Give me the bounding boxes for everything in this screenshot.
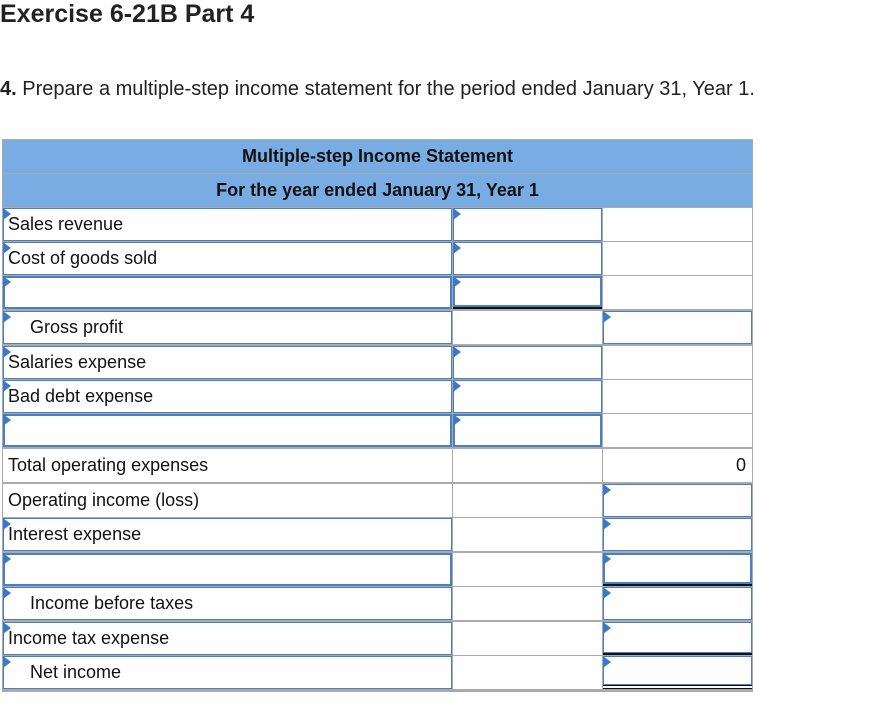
dropdown-arrow-icon [3,276,11,288]
table-row [2,311,753,345]
table-row [2,622,753,656]
dropdown-arrow-icon [603,311,611,323]
dropdown-arrow-icon [3,656,11,668]
row-label-cost-of-goods-sold[interactable]: Cost of goods sold [3,242,452,275]
dropdown-arrow-icon [453,346,461,358]
dropdown-arrow-icon [3,242,11,254]
amount-input-bad-debt-expense[interactable] [453,380,602,413]
dropdown-arrow-icon [453,208,461,220]
row-label-operating-income: Operating income (loss) [3,484,452,517]
row-label-interest-expense[interactable]: Interest expense [3,518,452,551]
row-label-sales-revenue[interactable]: Sales revenue [3,208,452,241]
dropdown-arrow-icon [603,587,611,599]
total-cell-sales-revenue [603,208,752,241]
row-label-salaries-expense[interactable]: Salaries expense [3,346,452,379]
table-row [2,276,753,310]
row-label-net-income[interactable]: Net income [3,656,452,689]
table-row [2,208,753,242]
dropdown-arrow-icon [3,311,11,323]
table-row [2,518,753,552]
total-input-income-tax-expense[interactable] [603,622,752,655]
statement-subtitle: For the year ended January 31, Year 1 [3,174,752,207]
amount-input-sales-revenue[interactable] [453,208,602,241]
amount-input-cost-of-goods-sold[interactable] [453,242,602,275]
total-input-blank-3[interactable] [603,553,752,586]
dropdown-arrow-icon [453,414,461,426]
amount-cell-total-operating-expenses [453,449,602,482]
table-row [2,587,753,621]
table-row [2,414,753,448]
dropdown-arrow-icon [3,346,11,358]
row-label-total-operating-expenses: Total operating expenses [3,449,452,482]
dropdown-arrow-icon [603,484,611,496]
row-label-gross-profit[interactable]: Gross profit [3,311,452,344]
instruction-text: Prepare a multiple-step income statement for the period ended January 31, Year 1. [22,78,755,100]
row-label-income-before-taxes[interactable]: Income before taxes [3,587,452,620]
dropdown-arrow-icon [3,553,11,565]
total-input-income-before-taxes[interactable] [603,587,752,620]
income-statement-table [2,139,753,692]
table-row [2,346,753,380]
table-row [2,553,753,587]
amount-input-blank-2[interactable] [453,414,602,447]
amount-input-blank-1[interactable] [453,276,602,309]
total-input-operating-income[interactable] [603,484,752,517]
total-value-total-operating-expenses: 0 [603,449,752,482]
total-input-net-income[interactable] [603,656,752,689]
amount-cell-income-tax-expense [453,622,602,655]
row-label-blank-3[interactable] [3,553,452,586]
total-cell-blank-2 [603,414,752,447]
total-input-gross-profit[interactable] [603,311,752,344]
dropdown-arrow-icon [3,622,11,634]
dropdown-arrow-icon [453,276,461,288]
instruction-number: 4. [0,78,17,100]
table-row [2,484,753,518]
dropdown-arrow-icon [3,208,11,220]
dropdown-arrow-icon [603,622,611,634]
row-label-bad-debt-expense[interactable]: Bad debt expense [3,380,452,413]
table-row [2,656,753,690]
amount-cell-operating-income [453,484,602,517]
total-cell-cost-of-goods-sold [603,242,752,275]
dropdown-arrow-icon [3,587,11,599]
dropdown-arrow-icon [3,518,11,530]
exercise-title: Exercise 6-21B Part 4 [0,0,255,28]
table-row [2,380,753,414]
amount-cell-gross-profit [453,311,602,344]
row-label-blank-1[interactable] [3,276,452,309]
total-cell-bad-debt-expense [603,380,752,413]
row-label-income-tax-expense[interactable]: Income tax expense [3,622,452,655]
amount-cell-net-income [453,656,602,689]
dropdown-arrow-icon [3,414,11,426]
total-input-interest-expense[interactable] [603,518,752,551]
dropdown-arrow-icon [603,518,611,530]
dropdown-arrow-icon [453,242,461,254]
amount-cell-income-before-taxes [453,587,602,620]
dropdown-arrow-icon [603,553,611,565]
table-row [2,242,753,276]
row-label-blank-2[interactable] [3,414,452,447]
total-cell-salaries-expense [603,346,752,379]
dropdown-arrow-icon [603,656,611,668]
dropdown-arrow-icon [3,380,11,392]
dropdown-arrow-icon [453,380,461,392]
instruction-line [0,74,755,104]
statement-title: Multiple-step Income Statement [3,140,752,173]
amount-cell-interest-expense [453,518,602,551]
table-row [2,449,753,483]
amount-cell-blank-3 [453,553,602,586]
amount-input-salaries-expense[interactable] [453,346,602,379]
total-cell-blank-1 [603,276,752,309]
